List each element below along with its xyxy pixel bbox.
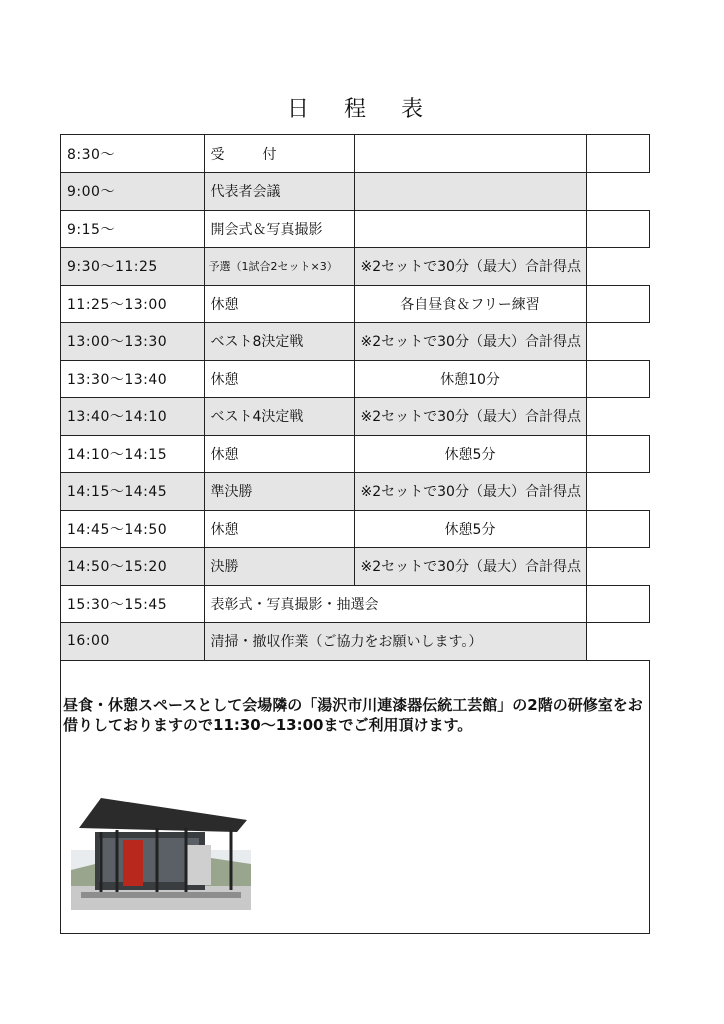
schedule-row [61, 623, 650, 661]
page-title: 日 程 表 [287, 97, 437, 122]
blank-cell [586, 398, 650, 436]
blank-cell [586, 623, 650, 661]
time-cell: 14:50〜15:20 [61, 548, 204, 586]
time-cell: 13:30〜13:40 [61, 360, 204, 398]
schedule-row [61, 360, 650, 398]
event-cell: 決勝 [204, 548, 354, 586]
time-cell: 13:00〜13:30 [61, 323, 204, 361]
blank-cell [586, 360, 650, 398]
schedule-row [61, 285, 650, 323]
event-cell: 受 付 [204, 135, 354, 173]
event-cell: 休憩 [204, 360, 354, 398]
time-cell: 11:25〜13:00 [61, 285, 204, 323]
note-cell: ※2セットで30分（最大）合計得点 [354, 323, 586, 361]
note-cell: 各自昼食＆フリー練習 [354, 285, 586, 323]
time-cell: 15:30〜15:45 [61, 585, 204, 623]
time-cell: 14:10〜14:15 [61, 435, 204, 473]
blank-cell [586, 473, 650, 511]
blank-cell [586, 248, 650, 286]
blank-cell [586, 435, 650, 473]
schedule-row [61, 585, 650, 623]
schedule-row [61, 473, 650, 511]
blank-cell [586, 548, 650, 586]
schedule-row [61, 210, 650, 248]
event-cell: 休憩 [204, 285, 354, 323]
schedule-table [61, 135, 650, 661]
note-cell: ※2セットで30分（最大）合計得点 [354, 473, 586, 511]
blank-cell [586, 173, 650, 211]
note-cell: 休憩10分 [354, 360, 586, 398]
schedule-row [61, 173, 650, 211]
blank-cell [586, 323, 650, 361]
schedule-row [61, 323, 650, 361]
event-cell: 清掃・撤収作業（ご協力をお願いします。） [204, 623, 586, 661]
time-cell: 14:45〜14:50 [61, 510, 204, 548]
time-cell: 9:30〜11:25 [61, 248, 204, 286]
note-cell: 休憩5分 [354, 435, 586, 473]
event-cell: ベスト8決定戦 [204, 323, 354, 361]
time-cell: 16:00 [61, 623, 204, 661]
event-cell: 予選（1試合2セット×3） [204, 248, 354, 286]
time-cell: 13:40〜14:10 [61, 398, 204, 436]
event-cell: 休憩 [204, 435, 354, 473]
event-cell: 表彰式・写真撮影・抽選会 [204, 585, 586, 623]
note-cell [354, 210, 586, 248]
schedule-row [61, 135, 650, 173]
note-cell: ※2セットで30分（最大）合計得点 [354, 548, 586, 586]
blank-cell [586, 285, 650, 323]
info-text: 昼食・休憩スペースとして会場隣の「湯沢市川連漆器伝統工芸館」の2階の研修室をお借りしておりますので11:30〜13:00までご利用頂けます。 [63, 696, 643, 734]
schedule-sheet [60, 134, 650, 934]
schedule-row [61, 435, 650, 473]
event-cell: 準決勝 [204, 473, 354, 511]
schedule-row [61, 510, 650, 548]
note-cell [354, 135, 586, 173]
blank-cell [586, 210, 650, 248]
schedule-row [61, 548, 650, 586]
event-cell: 代表者会議 [204, 173, 354, 211]
blank-cell [586, 135, 650, 173]
note-cell: ※2セットで30分（最大）合計得点 [354, 248, 586, 286]
event-cell: 休憩 [204, 510, 354, 548]
schedule-row [61, 398, 650, 436]
event-cell: ベスト4決定戦 [204, 398, 354, 436]
time-cell: 8:30〜 [61, 135, 204, 173]
note-cell: 休憩5分 [354, 510, 586, 548]
time-cell: 14:15〜14:45 [61, 473, 204, 511]
note-cell: ※2セットで30分（最大）合計得点 [354, 398, 586, 436]
blank-cell [586, 510, 650, 548]
building-photo [71, 790, 251, 910]
note-cell [354, 173, 586, 211]
event-cell: 開会式＆写真撮影 [204, 210, 354, 248]
time-cell: 9:15〜 [61, 210, 204, 248]
time-cell: 9:00〜 [61, 173, 204, 211]
schedule-row [61, 248, 650, 286]
blank-cell [586, 585, 650, 623]
